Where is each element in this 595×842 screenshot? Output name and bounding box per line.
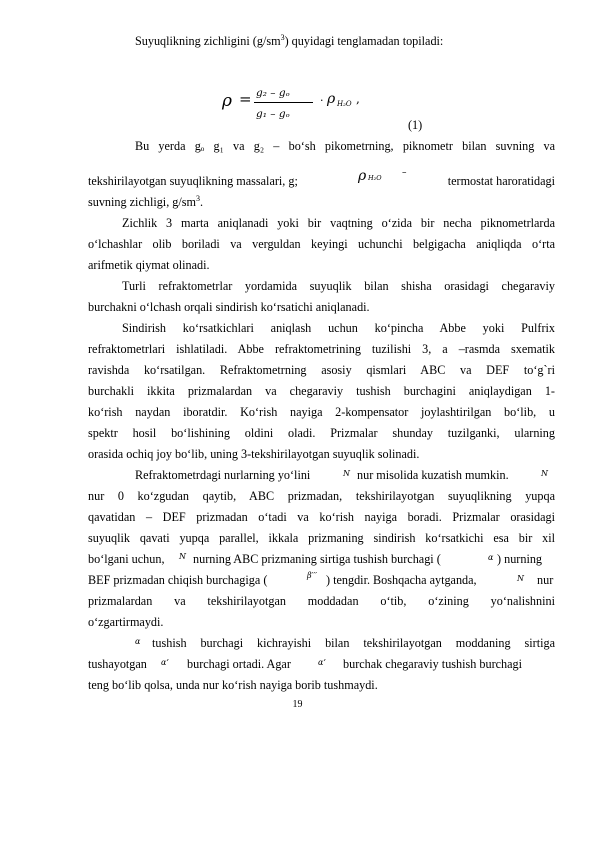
text-line: nur bbox=[537, 573, 554, 587]
alpha-symbol: α bbox=[135, 637, 141, 646]
text-line: tushish burchagi kichrayishi bilan tekshirilayotgan moddaning sirtiga bbox=[152, 636, 555, 650]
fraction-bar bbox=[254, 102, 313, 103]
text-line: ) tengdir. Boshqacha aytganda, bbox=[326, 573, 477, 587]
n-ray-symbol: N bbox=[517, 574, 524, 583]
alpha-symbol: α bbox=[488, 553, 494, 562]
equation-comma: , bbox=[356, 92, 360, 106]
text-line: nur misolida kuzatish mumkin. bbox=[357, 468, 509, 482]
text-line: burchakni o‘lchash orqali sindirish ko‘rsatichi aniqlanadi. bbox=[88, 300, 370, 314]
text-line: prizmalardan va tekshirilayotgan moddadan o‘tib, o‘zining yo‘nalishnini bbox=[88, 594, 555, 608]
text-line: Zichlik 3 marta aniqlanadi yoki bir vaqtning o‘zida bir necha piknometrlarda bbox=[122, 216, 555, 230]
text-line: teng bo‘lib qolsa, unda nur ko‘rish nayiga borib tushmaydi. bbox=[88, 678, 378, 692]
equation-number: (1) bbox=[408, 118, 423, 132]
text-line: ) nurning bbox=[497, 552, 543, 566]
text-line: burchak chegaraviy tushish burchagi bbox=[343, 657, 523, 671]
text-line: o‘zgartirmaydi. bbox=[88, 615, 164, 629]
equation-equals: = bbox=[239, 90, 252, 108]
text-line: orasida ochiq joy bo‘lib, uning 3-tekshirilayotgan suyuqlik solinadi. bbox=[88, 447, 420, 461]
text-line: Sindirish ko‘rsatkichlari aniqlash uchun ko‘pincha Abbe yoki Pulfrix bbox=[122, 321, 555, 335]
equation-lhs: ρ bbox=[222, 91, 232, 111]
text-line: refraktometrlari ishlatiladi. Abbe refraktometrining tuzilishi 3, a –rasmda sxematik bbox=[88, 342, 555, 356]
text-line: tekshirilayotgan suyuqlikning massalari, g; bbox=[88, 174, 298, 188]
n-ray-symbol: N bbox=[343, 469, 350, 478]
text-line: Suyuqlikning zichligini $(g/sm^3)$ quyidagi tenglamadan topiladi: bbox=[135, 32, 444, 48]
text-line: Turli refraktometrlar yordamida suyuqlik bilan shisha orasidagi chegaraviy bbox=[122, 279, 555, 293]
text-line: qavatidan – DEF prizmadan o‘tadi va ko‘rish nayiga boradi. Prizmalar orasidagi bbox=[88, 510, 555, 524]
text-line: burchakli ikkita prizmalardan va chegaraviy tushish burchagini aniqlaydigan 1- bbox=[88, 384, 555, 398]
text-line: ravishda ko‘rsatilgan. Refraktometrning asosiy qismlari ABC va DEF to‘g`ri bbox=[88, 363, 555, 377]
alpha-prime-symbol: α’ bbox=[161, 658, 169, 667]
equation-rho-subscript: H₂O bbox=[337, 100, 352, 108]
document-page: Suyuqlikning zichligini $(g/sm^3)$ quyidagi tenglamadan topiladi: ρ = g₂ – gₒ g₁ – gₒ · ρ H₂O , (1) Bu yerda gₒ g₁ va g₂ – bo‘sh pikometrning, piknometr bilan suvning va tekshirilayotgan suyuqlikning massalari, g; ρ H₂O – termostat haroratidagi suvning zichligi, $g/sm^3$. Zichlik 3 marta aniqlanadi yoki bir vaqtning o‘zida bir necha piknometrlarda o‘lchashlar olib boriladi va verguldan keyingi uchunchi belgigacha aniqliqda o‘rta arifmetik qiymat olinadi. Turli refraktometrlar yordamida suyuqlik bilan shisha orasidagi chegaraviy burchakni o‘lchash orqali sindirish ko‘rsatichi aniqlanadi. Sindirish ko‘rsatkichlari aniqlash uchun ko‘pincha Abbe yoki Pulfrix refraktometrlari ishlatiladi. Abbe refraktometrining tuzilishi 3, a –rasmda sxematik ravishda ko‘rsatilgan. Refraktometrning asosiy qismlari ABC va DEF to‘g`ri burchakli ikkita prizmalardan va chegaraviy tushish burchagini aniqlaydigan 1- ko‘rish naydan iboratdir. Ko‘rish nayiga 2-kompensator joylashtirilgan bo‘lib, u spektr hosil bo‘lishining oldini oladi. Prizmalar shunday tuzilganki, ularning orasida ochiq joy bo‘lib, uning 3-tekshirilayotgan suyuqlik solinadi. Refraktometrdagi nurlarning yo‘lini N nur misolida kuzatish mumkin. N nur 0 ko‘zgudan qaytib, ABC prizmadan, tekshirilayotgan suyuqlikning yupqa qavatidan – DEF prizmadan o‘tadi va ko‘rish nayiga boradi. Prizmalar orasidagi suyuqlik qavati yupqa parallel, ikkala prizmaning sindirish ko‘rsatkichi esa bir xil bo‘lgani uchun, N nurning ABC prizmaning sirtiga tushish burchagi ( α ) nurning BEF prizmadan chiqish burchagiga ( β′′′ ) tengdir. Boshqacha aytganda, N nur prizmalardan va tekshirilayotgan moddadan o‘tib, o‘zining yo‘nalishnini o‘zgartirmaydi. α tushish burchagi kichrayishi bilan tekshirilayotgan moddaning sirtiga tushayotgan α’ burchagi ortadi. Agar α’ burchak chegaraviy tushish burchagi teng bo‘lib qolsa, unda nur ko‘rish nayiga borib tushmaydi. 19 bbox=[0, 0, 595, 842]
beta-symbol: β′′′ bbox=[307, 571, 318, 580]
text-line: Refraktometrdagi nurlarning yo‘lini bbox=[135, 468, 311, 482]
equation-denominator: g₁ – gₒ bbox=[256, 108, 290, 120]
text-line: o‘lchashlar olib boriladi va verguldan keyingi uchunchi belgigacha aniqliqda o‘rta bbox=[88, 237, 555, 251]
text-line: Bu yerda gₒ g₁ va g₂ – bo‘sh pikometrning, piknometr bilan suvning va bbox=[135, 139, 555, 153]
text-line: termostat haroratidagi bbox=[447, 174, 555, 188]
equation-dot: · bbox=[320, 94, 324, 107]
text-line: suvning zichligi, $g/sm^3$. bbox=[88, 193, 204, 209]
text-line: BEF prizmadan chiqish burchagiga ( bbox=[88, 573, 268, 587]
equation-numerator: g₂ – gₒ bbox=[256, 87, 290, 99]
text-line: suyuqlik qavati yupqa parallel, ikkala prizmaning sindirish ko‘rsatkichi esa bir xil bbox=[88, 531, 555, 545]
text-line: tushayotgan bbox=[88, 657, 147, 671]
text-line: burchagi ortadi. Agar bbox=[187, 657, 291, 671]
page-number: 19 bbox=[292, 699, 303, 710]
text-line: arifmetik qiymat olinadi. bbox=[88, 258, 210, 272]
n-ray-symbol: N bbox=[541, 469, 548, 478]
text-line: ko‘rish naydan iboratdir. Ko‘rish nayiga 2-kompensator joylashtirilgan bo‘lib, u bbox=[88, 405, 555, 419]
text-line: spektr hosil bo‘lishining oldini oladi. Prizmalar shunday tuzilganki, ularning bbox=[88, 426, 555, 440]
text-line: bo‘lgani uchun, bbox=[88, 552, 165, 566]
n-ray-symbol: N bbox=[179, 552, 186, 561]
text-line: nur 0 ko‘zgudan qaytib, ABC prizmadan, tekshirilayotgan suyuqlikning yupqa bbox=[88, 489, 555, 503]
text-line: nurning ABC prizmaning sirtiga tushish burchagi ( bbox=[193, 552, 441, 566]
alpha-prime-symbol: α’ bbox=[318, 658, 326, 667]
equation-rho: ρ bbox=[327, 91, 336, 107]
